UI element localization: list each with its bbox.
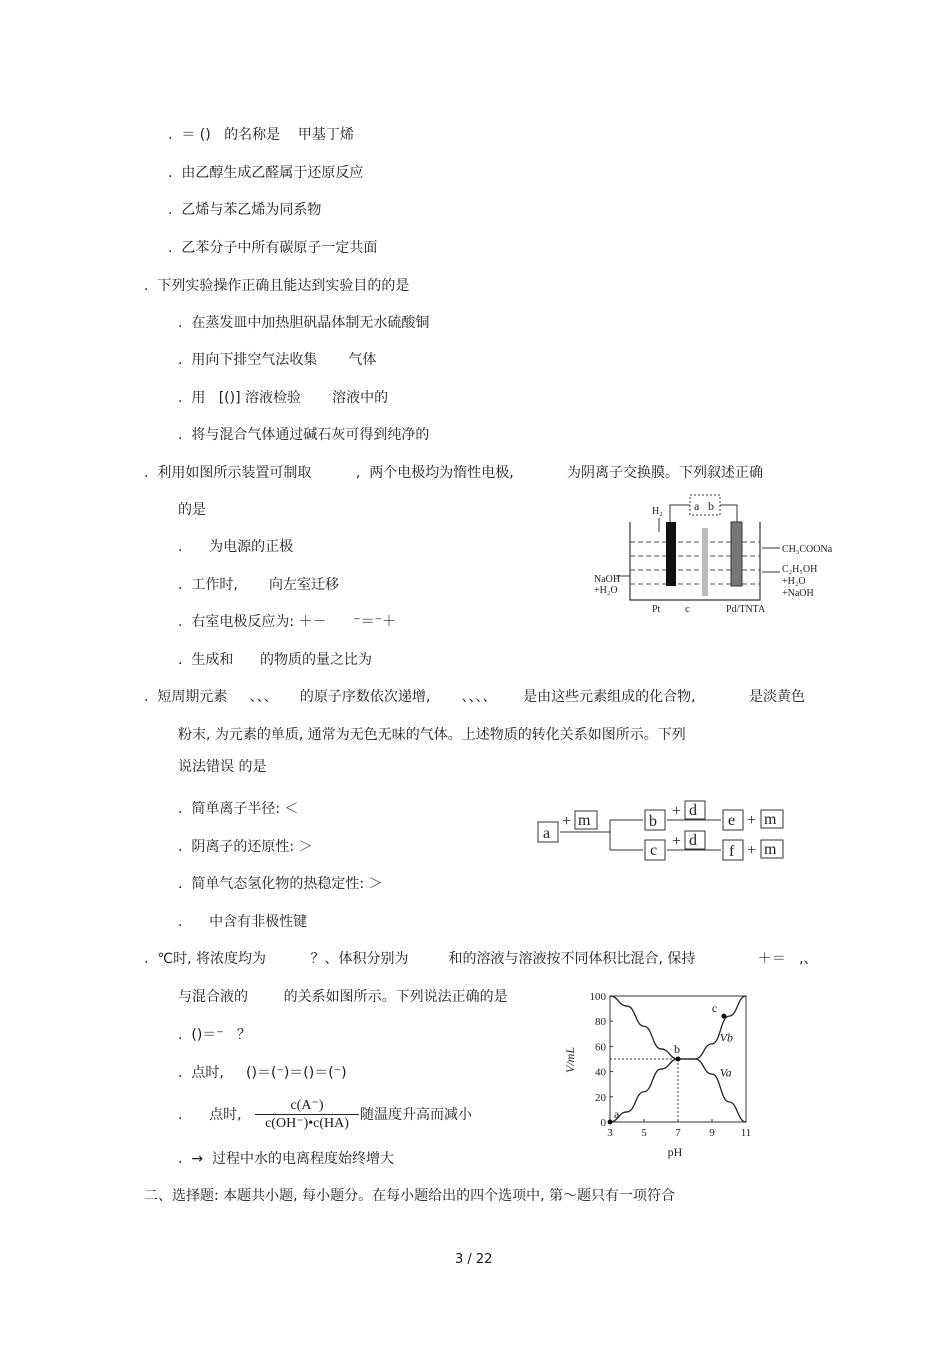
- x-axis-label: pH: [667, 1145, 683, 1159]
- plus-d1: +: [672, 803, 682, 820]
- box-c-label: c: [650, 842, 658, 859]
- box-a-label: a: [543, 825, 551, 842]
- x-tick-label: 9: [709, 1127, 715, 1139]
- membrane: [702, 528, 708, 596]
- q-exp-option-c: . 用 [()] 溶液检验 溶液中的: [178, 390, 389, 406]
- membrane-label: c: [685, 603, 690, 615]
- q-elem-stem-2: 粉末, 为元素的单质, 通常为无色无味的气体。上述物质的转化关系如图所示。下列: [178, 727, 686, 743]
- q-ph-stem-2: 与混合液的 的关系如图所示。下列说法正确的是: [178, 989, 508, 1005]
- point-c: [721, 1014, 726, 1019]
- q-cell-option-d: . 生成和 的物质的量之比为: [178, 652, 373, 668]
- q-ph-option-c-fraction: [255, 1097, 359, 1132]
- series-label-Va: Va: [719, 1065, 732, 1080]
- q-elem-option-d: . 中含有非极性键: [178, 914, 308, 930]
- in-right-label-1: C₂H₅OH: [782, 564, 818, 575]
- page-number: 3 / 22: [455, 1252, 493, 1267]
- ph-volume-chart: [560, 986, 760, 1161]
- x-tick-label: 3: [607, 1127, 613, 1139]
- q-elem-stem-1: . 短周期元素 、、、 的原子序数依次递增, 、、、、 是由这些元素组成的化合物, 是淡黄色: [144, 689, 806, 705]
- x-tick-label: 5: [641, 1127, 647, 1139]
- box-m1-label: m: [578, 812, 591, 829]
- q-ph-option-c-suffix: 随温度升高而减小: [360, 1107, 472, 1123]
- plus-d2: +: [672, 833, 682, 850]
- box-m2-label: m: [764, 811, 777, 828]
- y-tick-label: 100: [589, 991, 606, 1003]
- out-label: CH₃COONa: [782, 544, 833, 555]
- y-tick-label: 0: [600, 1117, 606, 1129]
- in-right-label-2: +H₂O: [782, 576, 806, 587]
- power-label-a: a: [694, 499, 700, 513]
- point-b: [676, 1057, 681, 1062]
- q-cell-option-c: . 右室电极反应为: ＋－ ⁻＝⁻＋: [178, 614, 396, 630]
- fraction-denominator: c(OH⁻)•c(HA): [265, 1116, 349, 1131]
- y-tick-label: 80: [595, 1016, 606, 1029]
- in-left-label-2: +H₂O: [594, 585, 618, 596]
- pt-label: Pt: [652, 604, 661, 615]
- y-axis-label: V/mL: [563, 1046, 577, 1074]
- q-ph-option-a: . ()＝⁻ ？: [178, 1027, 252, 1043]
- q-prev-option-b: . 由乙醇生成乙醛属于还原反应: [168, 165, 364, 181]
- conversion-flow-figure: [535, 798, 795, 868]
- q-exp-stem: . 下列实验操作正确且能达到实验目的的是: [144, 278, 410, 294]
- wire-right: [720, 505, 737, 522]
- y-tick-label: 60: [595, 1041, 606, 1054]
- box-e-label: e: [728, 812, 736, 829]
- x-tick-label: 7: [675, 1127, 681, 1139]
- y-tick-label: 20: [595, 1091, 606, 1104]
- q-prev-option-d: . 乙苯分子中所有碳原子一定共面: [168, 240, 378, 256]
- q-elem-stem-3: 说法错误 的是: [178, 759, 267, 775]
- q-cell-option-b: . 工作时, 向左室迁移: [178, 577, 339, 593]
- power-label-b: b: [708, 499, 714, 513]
- q-ph-option-c-prefix: . 点时,: [178, 1107, 242, 1123]
- q-elem-option-b: . 阴离子的还原性: ＞: [178, 839, 313, 855]
- box-f-label: f: [729, 843, 735, 860]
- q-cell-stem-2: 的是: [178, 502, 206, 518]
- in-right-label-3: +NaOH: [782, 588, 814, 599]
- x-tick-label: 11: [740, 1127, 752, 1139]
- series-label-Vb: Vb: [719, 1030, 734, 1045]
- h2-label: H₂: [652, 506, 663, 517]
- q-exp-option-d: . 将与混合气体通过碱石灰可得到纯净的: [178, 427, 430, 443]
- plus-m3: +: [747, 842, 757, 859]
- box-d1-label: d: [689, 802, 697, 819]
- point-label-b: b: [674, 1042, 680, 1056]
- q-cell-stem-1: . 利用如图所示装置可制取 , 两个电极均为惰性电极, 为阴离子交换膜。下列叙述正确: [144, 465, 764, 481]
- plus-m: +: [562, 813, 572, 830]
- wire-left: [670, 505, 690, 522]
- q-ph-stem-1: . ℃时, 将浓度均为 ？、体积分别为 和的溶液与溶液按不同体积比混合, 保持 ＋＝ ,、: [144, 951, 818, 967]
- q-prev-option-a: . ＝ () 的名称是 甲基丁烯: [168, 127, 354, 143]
- fraction-numerator: c(A⁻): [290, 1098, 324, 1113]
- q-exp-option-b: . 用向下排空气法收集 气体: [178, 352, 377, 368]
- pd-label: Pd/TNTA: [726, 604, 766, 615]
- point-label-a: a: [614, 1107, 620, 1121]
- point-a: [608, 1120, 613, 1125]
- box-b-label: b: [649, 813, 657, 830]
- q-elem-option-a: . 简单离子半径: ＜: [178, 801, 299, 817]
- q-cell-option-a: . 为电源的正极: [178, 539, 294, 555]
- q-prev-option-c: . 乙烯与苯乙烯为同系物: [168, 202, 322, 218]
- pt-electrode: [666, 522, 676, 586]
- electrolysis-cell-figure: [590, 492, 850, 622]
- y-tick-label: 40: [595, 1066, 606, 1079]
- box-m3-label: m: [764, 841, 777, 858]
- q-exp-option-a: . 在蒸发皿中加热胆矾晶体制无水硫酸铜: [178, 315, 430, 331]
- q-ph-option-d: . → 过程中水的电离程度始终增大: [178, 1151, 394, 1167]
- pd-electrode: [731, 522, 742, 586]
- box-d2-label: d: [689, 832, 697, 849]
- q-elem-option-c: . 简单气态氢化物的热稳定性: ＞: [178, 876, 383, 892]
- in-left-label-1: NaOH: [594, 574, 621, 585]
- point-label-c: c: [711, 1001, 718, 1016]
- plus-m2: +: [747, 812, 757, 829]
- section-2-heading: 二、选择题: 本题共小题, 每小题分。在每小题给出的四个选项中, 第～题只有一项符合: [144, 1188, 675, 1204]
- q-ph-option-b: . 点时, ()＝(⁻)＝()＝(⁻): [178, 1065, 347, 1081]
